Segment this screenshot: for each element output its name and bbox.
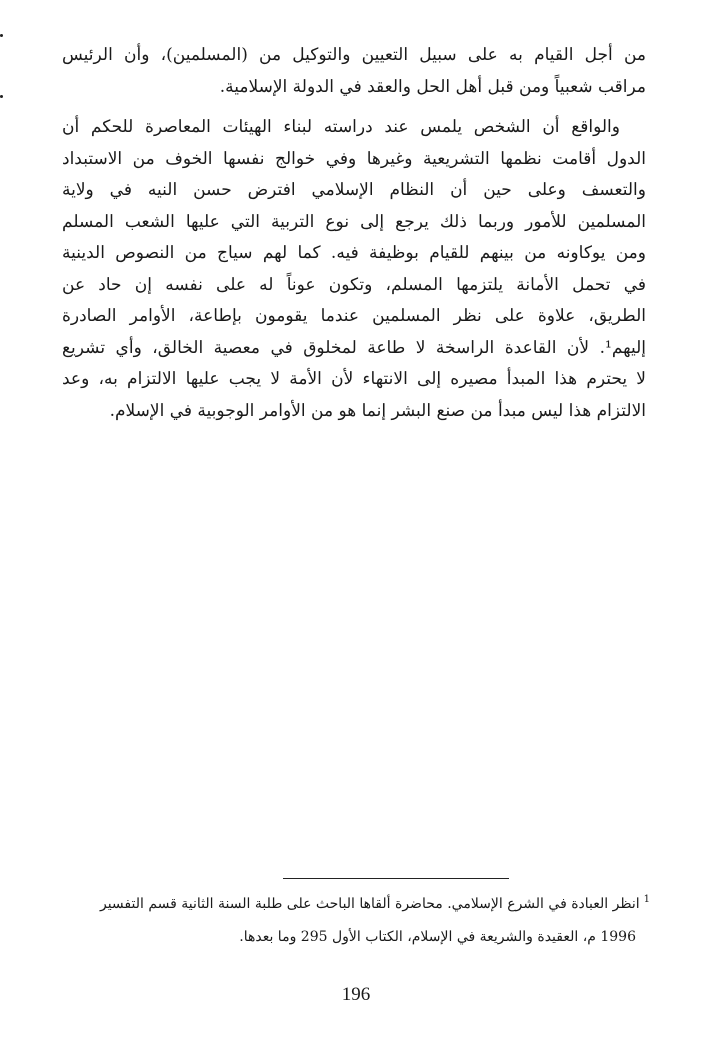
text-line: الالتزام هذا ليس مبدأ من صنع البشر إنما هو من الأوامر الوجوبية في الإسلام. — [109, 400, 646, 421]
page-body — [62, 40, 646, 427]
footnote-line: 1996 م، العقيدة والشريعة في الإسلام، الكتاب الأول 295 وما بعدها. — [239, 929, 636, 945]
text-line: الدول أقامت نظمها التشريعية وغيرها وفي خوالج نفسها الخوف من الاستبداد — [62, 148, 646, 169]
text-line: ومن يوكاونه من بينهم للقيام بوظيفة فيه. كما لهم سياج من النصوص الدينية — [62, 243, 646, 263]
footnotes — [62, 888, 650, 954]
text-line: المسلمين للأمور وربما ذلك يرجع إلى نوع التربية التي عليها الشعب المسلم — [62, 211, 646, 232]
footnote-line — [62, 888, 650, 921]
paragraph — [62, 40, 646, 103]
text-line: لا يحترم هذا المبدأ مصيره إلى الانتهاء لأن الأمة لا يجب عليها الالتزام به، وعد — [62, 369, 646, 389]
footnote-text: انظر العبادة في الشرع الإسلامي. محاضرة ألقاها الباحث على طلبة السنة الثانية قسم التفسير — [99, 896, 640, 912]
text-line: من أجل القيام به على سبيل التعيين والتوكيل من (المسلمين)، وأن الرئيس — [62, 45, 646, 65]
paragraph — [62, 112, 646, 427]
text-line: إليهم¹. لأن القاعدة الراسخة لا طاعة لمخلوق في معصية الخالق، وأي تشريع — [62, 337, 646, 358]
footnote-separator — [283, 878, 509, 879]
text-line: مراقب شعبياً ومن قبل أهل الحل والعقد في الدولة الإسلامية. — [219, 76, 646, 97]
text-line: في تحمل الأمانة يلتزمها المسلم، وتكون عوناً له على نفسه إن حاد عن — [62, 274, 646, 295]
scan-dot — [0, 95, 3, 98]
scan-dot — [0, 34, 3, 37]
text-line: والواقع أن الشخص يلمس عند دراسته لبناء الهيئات المعاصرة للحكم أن — [62, 117, 620, 137]
text-line: والتعسف وعلى حين أن النظام الإسلامي افترض حسن النيه في ولاية — [62, 180, 646, 200]
footnote-marker: 1 — [643, 894, 650, 906]
text-line: الطريق، علاوة على نظر المسلمين عندما يقومون بإطاعة، الأوامر الصادرة — [62, 306, 646, 326]
page-number: 196 — [341, 984, 371, 1005]
